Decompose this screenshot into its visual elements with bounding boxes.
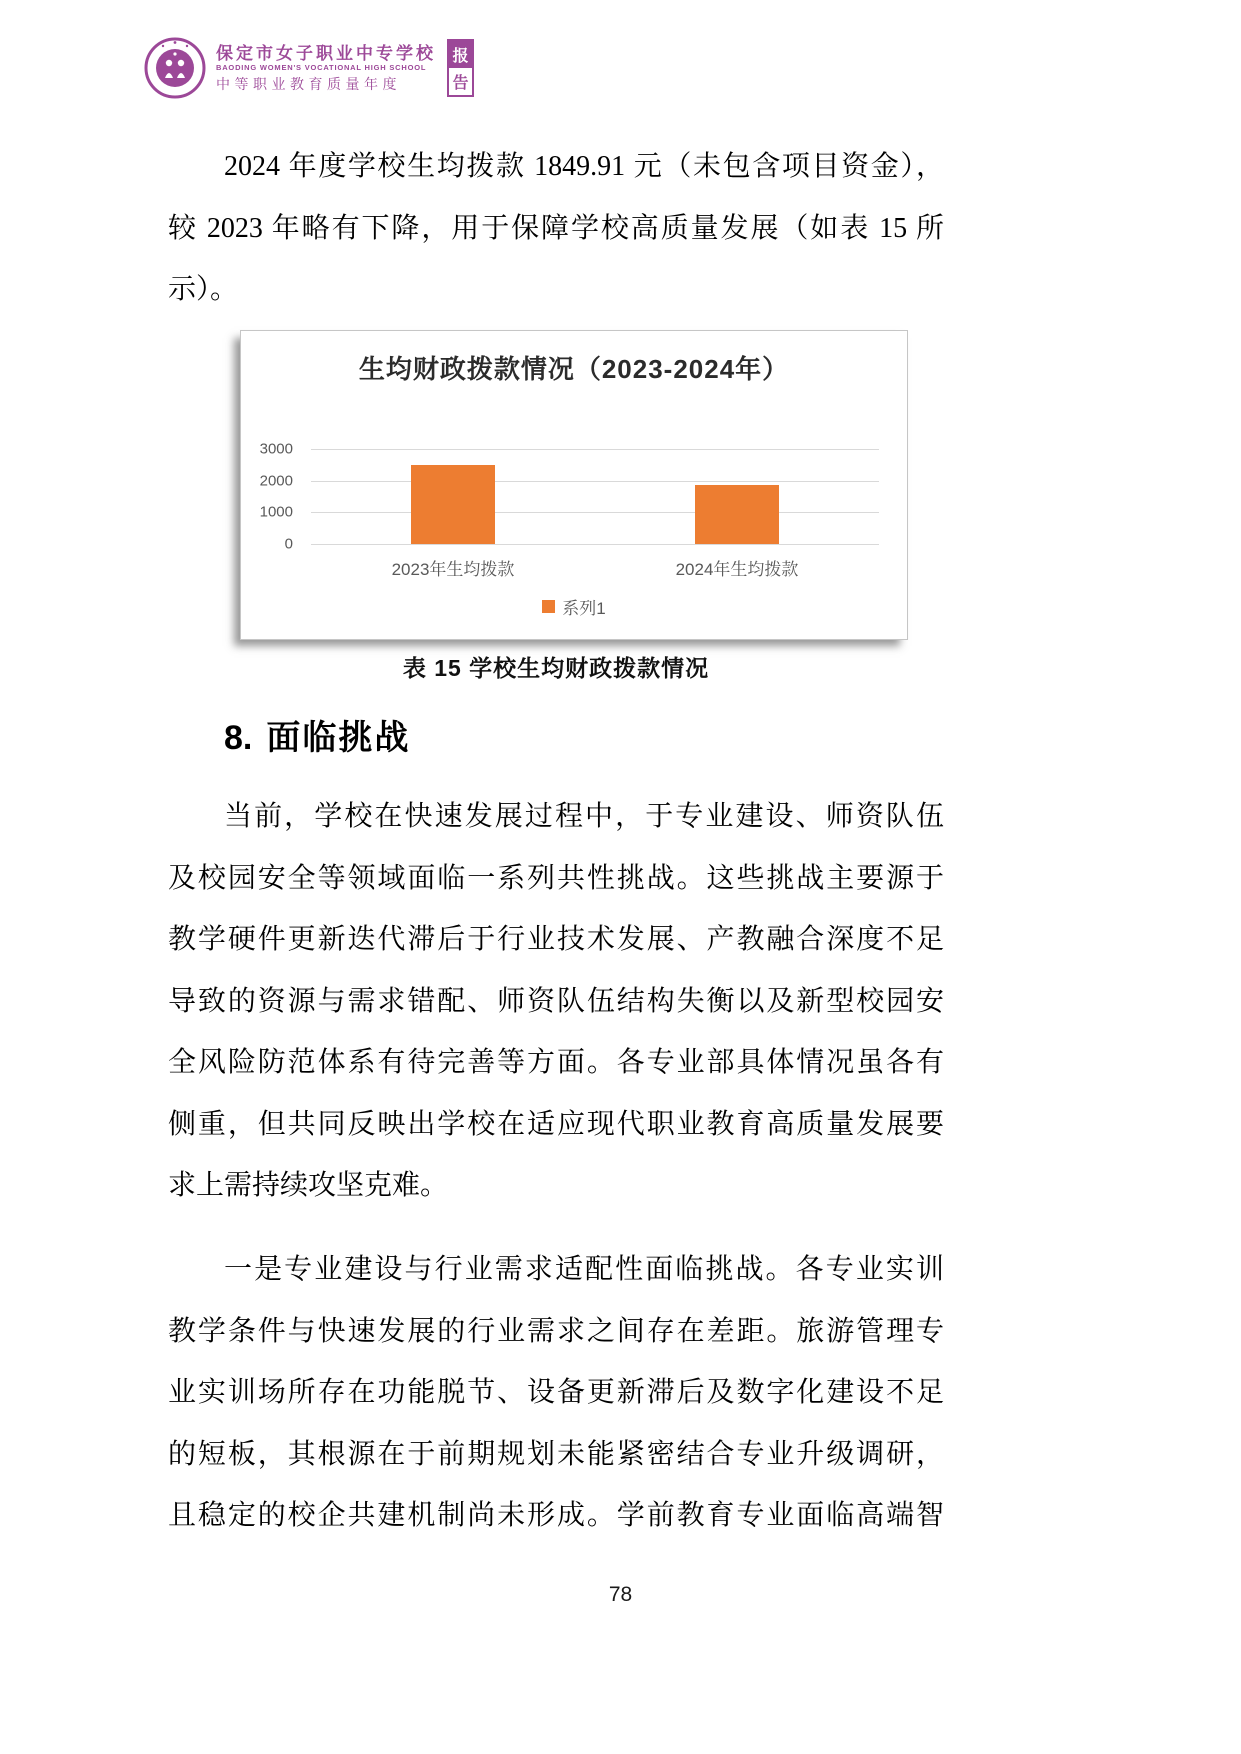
school-emblem-icon (143, 36, 207, 100)
x-tick-label: 2024年生均拨款 (675, 560, 799, 579)
section-title: 面临挑战 (266, 719, 411, 757)
school-name-zh: 保定市女子职业中专学校 (216, 44, 436, 64)
school-header (143, 36, 474, 100)
legend-label: 系列1 (562, 599, 606, 618)
chart-legend (241, 594, 907, 619)
text-line: 较 2023 年略有下降，用于保障学校高质量发展（如表 15 所 (168, 212, 944, 244)
gridline (311, 544, 879, 545)
gridline (311, 481, 879, 482)
text-line: 示）。 (168, 274, 239, 305)
section-number: 8. (224, 719, 253, 757)
chart-y-axis (241, 440, 303, 553)
page-number: 78 (608, 1583, 633, 1606)
badge-char-top: 报 (449, 41, 472, 68)
text-line: 当前，学校在快速发展过程中，于专业建设、师资队伍 (224, 801, 944, 832)
intro-paragraph (168, 136, 944, 321)
chart-caption: 表 15 学校生均财政拨款情况 (402, 655, 710, 681)
paragraph-challenge-one (168, 1239, 944, 1547)
text-line: 及校园安全等领域面临一系列共性挑战。这些挑战主要源于 (168, 862, 944, 894)
section-heading (224, 710, 410, 759)
text-line: 的短板，其根源在于前期规划未能紧密结合专业升级调研， (168, 1438, 944, 1470)
text-line: 教学条件与快速发展的行业需求之间存在差距。旅游管理专 (168, 1315, 944, 1347)
legend-swatch-icon (542, 600, 555, 613)
y-tick-label: 0 (284, 535, 293, 553)
text-line: 教学硬件更新迭代滞后于行业技术发展、产教融合深度不足 (168, 924, 944, 955)
y-tick-label: 2000 (259, 472, 293, 490)
badge-char-bottom: 告 (449, 68, 472, 95)
y-tick-label: 1000 (259, 503, 293, 521)
funding-bar-chart (240, 330, 908, 640)
text-line: 求上需持续攻坚克难。 (168, 1170, 449, 1201)
text-line: 业实训场所存在功能脱节、设备更新滞后及数字化建设不足 (168, 1377, 944, 1408)
gridline (311, 512, 879, 513)
text-line: 侧重，但共同反映出学校在适应现代职业教育高质量发展要 (168, 1108, 944, 1140)
bar-2024 (695, 485, 779, 544)
chart-title: 生均财政拨款情况（2023-2024年） (358, 354, 790, 384)
bar-2023 (411, 465, 495, 544)
x-tick-label: 2023年生均拨款 (391, 560, 515, 579)
report-badge (447, 39, 474, 97)
gridline (311, 449, 879, 450)
text-line: 且稳定的校企共建机制尚未形成。学前教育专业面临高端智 (168, 1500, 944, 1531)
y-tick-label: 3000 (259, 440, 293, 458)
text-line: 导致的资源与需求错配、师资队伍结构失衡以及新型校园安 (168, 985, 944, 1017)
report-series-label: 中等职业教育质量年度 (216, 75, 401, 92)
text-line: 2024 年度学校生均拨款 1849.91 元（未包含项目资金）， (224, 151, 944, 182)
chart-plot-area (311, 449, 879, 544)
text-line: 一是专业建设与行业需求适配性面临挑战。各专业实训 (224, 1254, 944, 1285)
text-line: 全风险防范体系有待完善等方面。各专业部具体情况虽各有 (168, 1047, 944, 1078)
chart-x-axis (311, 555, 879, 580)
school-header-text (216, 44, 436, 91)
paragraph-challenges-overview (168, 786, 944, 1217)
school-name-en: BAODING WOMEN'S VOCATIONAL HIGH SCHOOL (216, 62, 427, 72)
